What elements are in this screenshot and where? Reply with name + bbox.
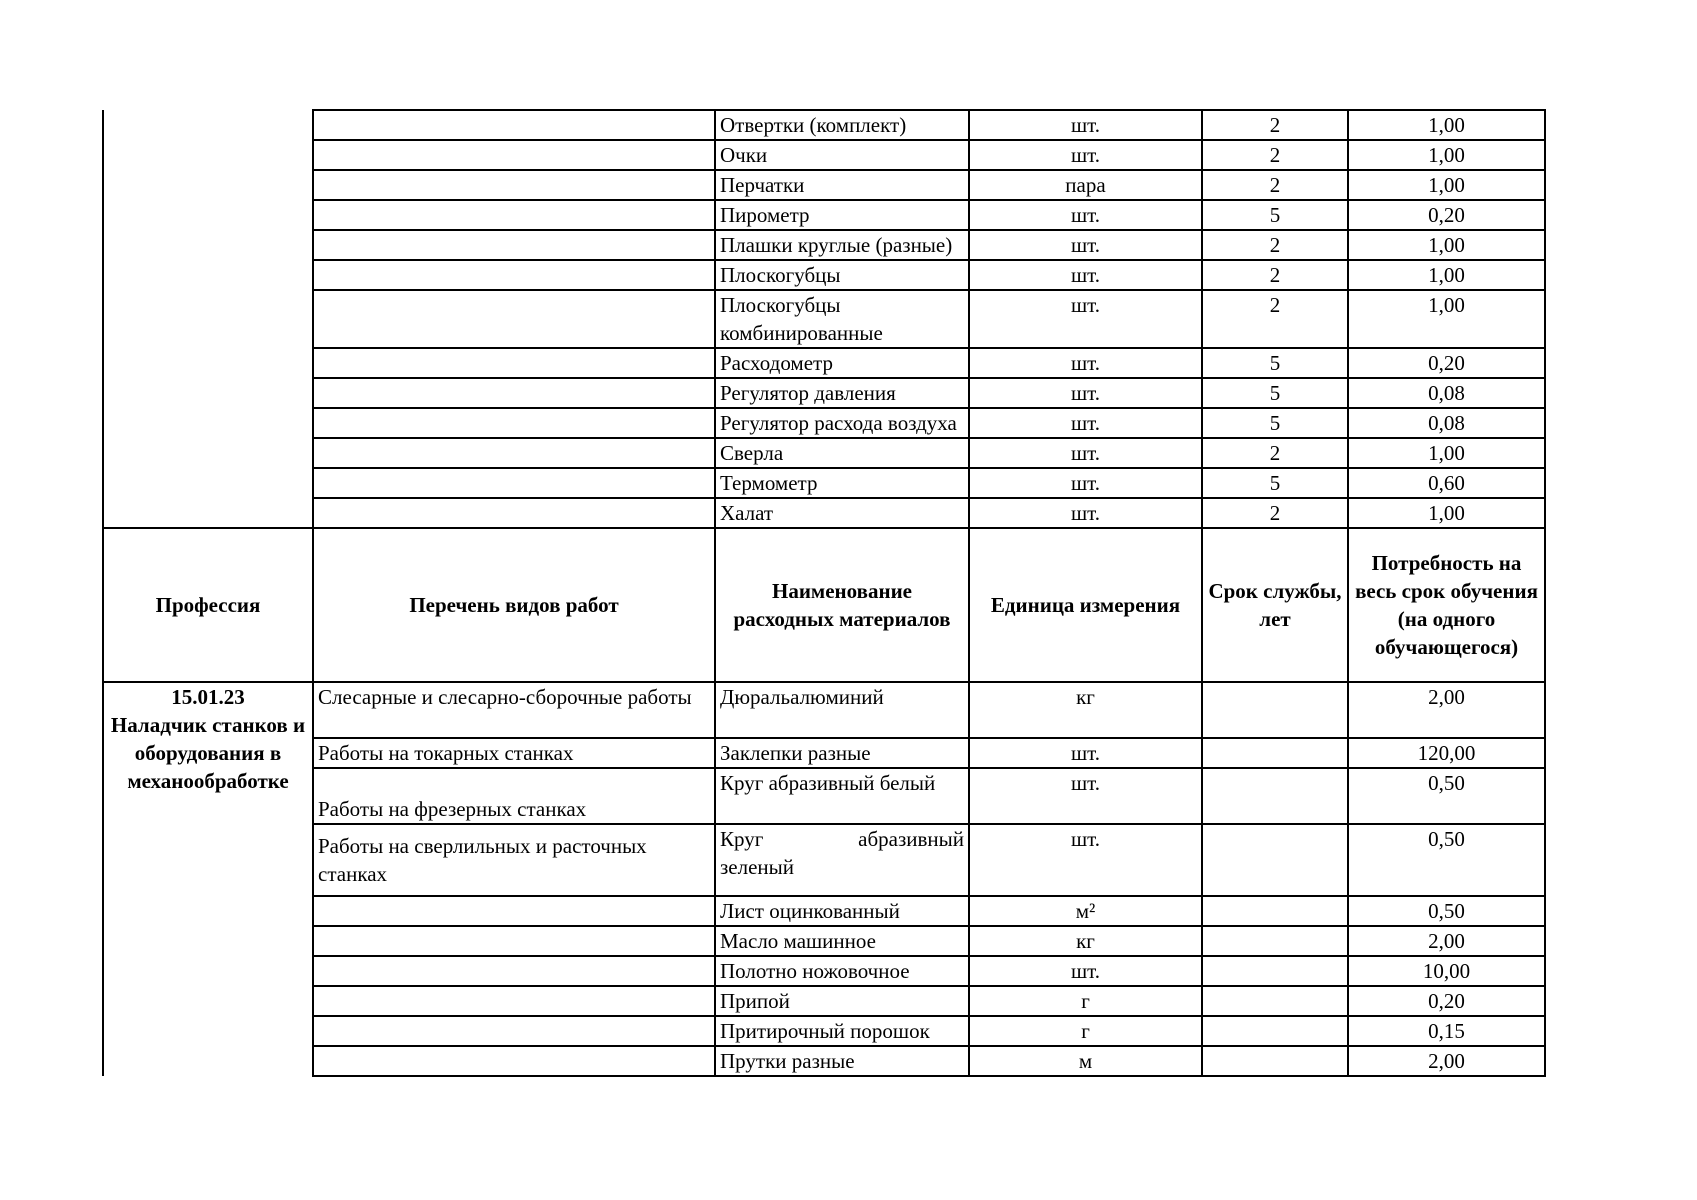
table-row: [103, 200, 1545, 230]
life-cell: [1202, 738, 1348, 768]
unit-cell: пара: [969, 170, 1202, 200]
works-cell: [313, 140, 715, 170]
unit-cell: шт.: [969, 200, 1202, 230]
works-cell: [313, 896, 715, 926]
works-cell: [313, 1016, 715, 1046]
need-cell: 0,08: [1348, 378, 1545, 408]
unit-cell: шт.: [969, 468, 1202, 498]
life-cell: 5: [1202, 378, 1348, 408]
works-cell: [313, 378, 715, 408]
material-name-part: зеленый: [720, 855, 795, 879]
table-header-row: [103, 528, 1545, 682]
need-cell: 1,00: [1348, 170, 1545, 200]
material-name: Круг абразивный белый: [715, 768, 969, 824]
life-cell: 2: [1202, 140, 1348, 170]
table-row: [103, 408, 1545, 438]
unit-cell: кг: [969, 682, 1202, 738]
table-row: [103, 768, 1545, 824]
material-name: Сверла: [715, 438, 969, 468]
life-cell: 2: [1202, 438, 1348, 468]
material-name: Заклепки разные: [715, 738, 969, 768]
life-cell: [1202, 1016, 1348, 1046]
unit-cell: шт.: [969, 348, 1202, 378]
unit-cell: м²: [969, 896, 1202, 926]
works-cell: [313, 230, 715, 260]
need-cell: 2,00: [1348, 926, 1545, 956]
unit-cell: шт.: [969, 738, 1202, 768]
works-cell: Работы на токарных станках: [313, 738, 715, 768]
table-row: [103, 348, 1545, 378]
life-cell: 2: [1202, 170, 1348, 200]
life-cell: 5: [1202, 200, 1348, 230]
life-cell: [1202, 986, 1348, 1016]
table-row: [103, 986, 1545, 1016]
unit-cell: шт.: [969, 408, 1202, 438]
material-name: Пирометр: [715, 200, 969, 230]
unit-cell: шт.: [969, 230, 1202, 260]
table-row: [103, 896, 1545, 926]
unit-cell: г: [969, 1016, 1202, 1046]
table-row: [103, 682, 1545, 738]
header-life: Срок службы, лет: [1202, 528, 1348, 682]
header-unit: Единица измерения: [969, 528, 1202, 682]
unit-cell: шт.: [969, 824, 1202, 896]
life-cell: 2: [1202, 230, 1348, 260]
table-row: [103, 438, 1545, 468]
table-row: [103, 260, 1545, 290]
header-material: Наименование расходных материалов: [715, 528, 969, 682]
works-cell: [313, 260, 715, 290]
life-cell: 2: [1202, 260, 1348, 290]
works-cell: [313, 348, 715, 378]
life-cell: [1202, 768, 1348, 824]
need-cell: 0,20: [1348, 348, 1545, 378]
life-cell: [1202, 682, 1348, 738]
material-name: Перчатки: [715, 170, 969, 200]
material-name: Регулятор расхода воздуха: [715, 408, 969, 438]
works-cell: Слесарные и слесарно-сборочные работы: [313, 682, 715, 738]
life-cell: 2: [1202, 290, 1348, 348]
table-row: [103, 140, 1545, 170]
material-name: Полотно ножовочное: [715, 956, 969, 986]
need-cell: 0,60: [1348, 468, 1545, 498]
life-cell: 5: [1202, 408, 1348, 438]
table-row: [103, 824, 1545, 896]
material-name: Прутки разные: [715, 1046, 969, 1076]
need-cell: 1,00: [1348, 140, 1545, 170]
works-cell: [313, 468, 715, 498]
life-cell: 2: [1202, 498, 1348, 528]
table-row: [103, 956, 1545, 986]
life-cell: [1202, 1046, 1348, 1076]
unit-cell: г: [969, 986, 1202, 1016]
works-cell: [313, 200, 715, 230]
material-name: Регулятор давления: [715, 378, 969, 408]
table-row: [103, 1016, 1545, 1046]
works-cell: [313, 986, 715, 1016]
profession-title: Наладчик станков и оборудования в механообработке: [110, 713, 306, 793]
header-works: Перечень видов работ: [313, 528, 715, 682]
works-cell: Работы на сверлильных и расточных станках: [313, 824, 715, 896]
works-cell: [313, 290, 715, 348]
material-name: Припой: [715, 986, 969, 1016]
need-cell: 0,08: [1348, 408, 1545, 438]
table-row: [103, 110, 1545, 140]
profession-cell-empty: [103, 110, 313, 528]
life-cell: [1202, 956, 1348, 986]
need-cell: 0,20: [1348, 986, 1545, 1016]
need-cell: 1,00: [1348, 290, 1545, 348]
works-cell: [313, 1046, 715, 1076]
works-cell: [313, 408, 715, 438]
unit-cell: шт.: [969, 438, 1202, 468]
works-cell: [313, 956, 715, 986]
unit-cell: шт.: [969, 290, 1202, 348]
table-row: [103, 230, 1545, 260]
material-name: Термометр: [715, 468, 969, 498]
material-name: Очки: [715, 140, 969, 170]
unit-cell: кг: [969, 926, 1202, 956]
unit-cell: шт.: [969, 956, 1202, 986]
need-cell: 2,00: [1348, 682, 1545, 738]
header-need: Потребность на весь срок обучения (на одного обучающегося): [1348, 528, 1545, 682]
table-row: [103, 926, 1545, 956]
works-cell: [313, 926, 715, 956]
need-cell: 0,50: [1348, 824, 1545, 896]
materials-table: [102, 109, 1546, 1077]
material-name: Халат: [715, 498, 969, 528]
table-row: [103, 1046, 1545, 1076]
material-name: Плашки круглые (разные): [715, 230, 969, 260]
unit-cell: шт.: [969, 378, 1202, 408]
life-cell: [1202, 926, 1348, 956]
table-row: [103, 738, 1545, 768]
unit-cell: шт.: [969, 140, 1202, 170]
header-profession: Профессия: [103, 528, 313, 682]
need-cell: 1,00: [1348, 230, 1545, 260]
need-cell: 10,00: [1348, 956, 1545, 986]
profession-code: 15.01.23: [171, 685, 245, 709]
need-cell: 1,00: [1348, 498, 1545, 528]
life-cell: [1202, 824, 1348, 896]
profession-cell: [103, 682, 313, 1076]
need-cell: 1,00: [1348, 260, 1545, 290]
material-name: Отвертки (комплект): [715, 110, 969, 140]
works-cell: [313, 438, 715, 468]
need-cell: 2,00: [1348, 1046, 1545, 1076]
table-row: [103, 290, 1545, 348]
material-name: Дюральалюминий: [715, 682, 969, 738]
life-cell: 5: [1202, 468, 1348, 498]
material-name: Плоскогубцы комбинированные: [715, 290, 969, 348]
material-name: Плоскогубцы: [715, 260, 969, 290]
need-cell: 0,20: [1348, 200, 1545, 230]
works-cell: Работы на фрезерных станках: [313, 768, 715, 824]
works-cell: [313, 170, 715, 200]
material-name: Расходометр: [715, 348, 969, 378]
works-cell: [313, 110, 715, 140]
table-row: [103, 498, 1545, 528]
material-name: [715, 824, 969, 896]
table-row: [103, 378, 1545, 408]
material-name: Лист оцинкованный: [715, 896, 969, 926]
unit-cell: шт.: [969, 498, 1202, 528]
material-name-part: Круг: [720, 827, 764, 851]
works-cell: [313, 498, 715, 528]
need-cell: 0,15: [1348, 1016, 1545, 1046]
life-cell: 5: [1202, 348, 1348, 378]
material-name-part: абразивный: [858, 827, 964, 851]
life-cell: 2: [1202, 110, 1348, 140]
unit-cell: м: [969, 1046, 1202, 1076]
need-cell: 0,50: [1348, 896, 1545, 926]
table-row: [103, 468, 1545, 498]
need-cell: 0,50: [1348, 768, 1545, 824]
need-cell: 120,00: [1348, 738, 1545, 768]
unit-cell: шт.: [969, 260, 1202, 290]
table-row: [103, 170, 1545, 200]
life-cell: [1202, 896, 1348, 926]
unit-cell: шт.: [969, 768, 1202, 824]
need-cell: 1,00: [1348, 438, 1545, 468]
unit-cell: шт.: [969, 110, 1202, 140]
material-name: Притирочный порошок: [715, 1016, 969, 1046]
material-name: Масло машинное: [715, 926, 969, 956]
need-cell: 1,00: [1348, 110, 1545, 140]
